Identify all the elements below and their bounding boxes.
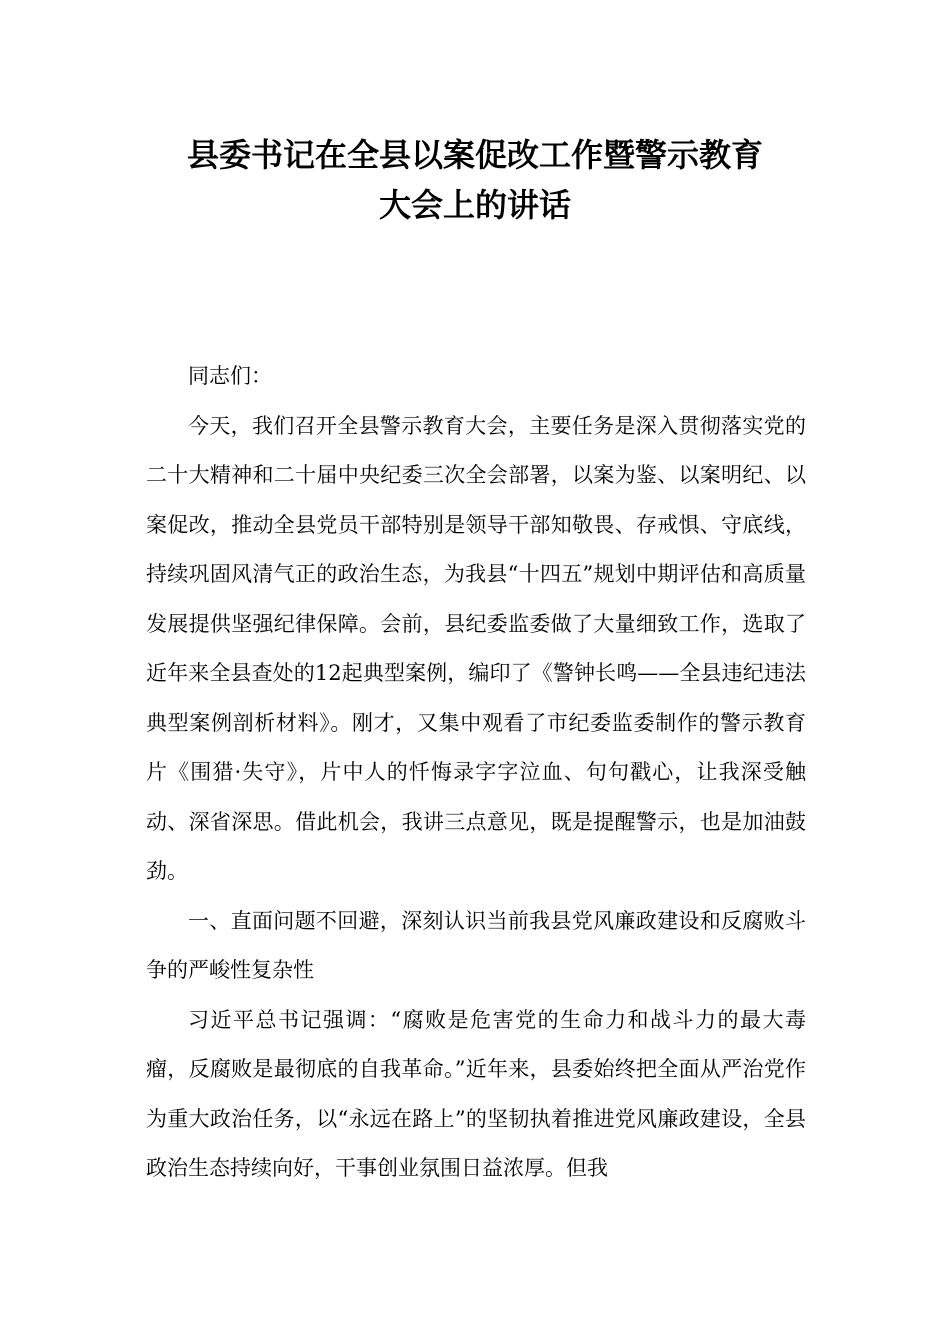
paragraph-intro: 今天，我们召开全县警示教育大会，主要任务是深入贯彻落实党的二十大精神和二十届中央纪委三次全会部署，以案为鉴、以案明纪、以案促改，推动全县党员干部特别是领导干部知敬畏、存戒惧、守底线，持续巩固风清气正的政治生态，为我县“十四五”规划中期评估和高质量发展提供坚强纪律保障。会前，县纪委监委做了大量细致工作，选取了近年来全县查处的12起典型案例，编印了《警钟长鸣——全县违纪违法典型案例剖析材料》。刚才，又集中观看了市纪委监委制作的警示教育片《围猎·失守》，片中人的忏悔录字字泣血、句句戳心，让我深受触动、深省深思。借此机会，我讲三点意见，既是提醒警示，也是加油鼓劲。 bbox=[146, 413, 806, 883]
document-title bbox=[120, 130, 830, 230]
title-line-1: 县委书记在全县以案促改工作暨警示教育 bbox=[186, 136, 763, 174]
paragraph-section-1: 习近平总书记强调：“腐败是危害党的生命力和战斗力的最大毒瘤，反腐败是最彻底的自我革命。”近年来，县委始终把全面从严治党作为重大政治任务，以“永远在路上”的坚韧执着推进党风廉政建设，全县政治生态持续向好，干事创业氛围日益浓厚。但我 bbox=[146, 1007, 806, 1180]
salutation: 同志们： bbox=[188, 364, 272, 388]
title-line-2: 大会上的讲话 bbox=[378, 186, 571, 224]
section-heading-1: 一、直面问题不回避，深刻认识当前我县党风廉政建设和反腐败斗争的严峻性复杂性 bbox=[146, 908, 806, 982]
document-body bbox=[146, 352, 806, 1194]
